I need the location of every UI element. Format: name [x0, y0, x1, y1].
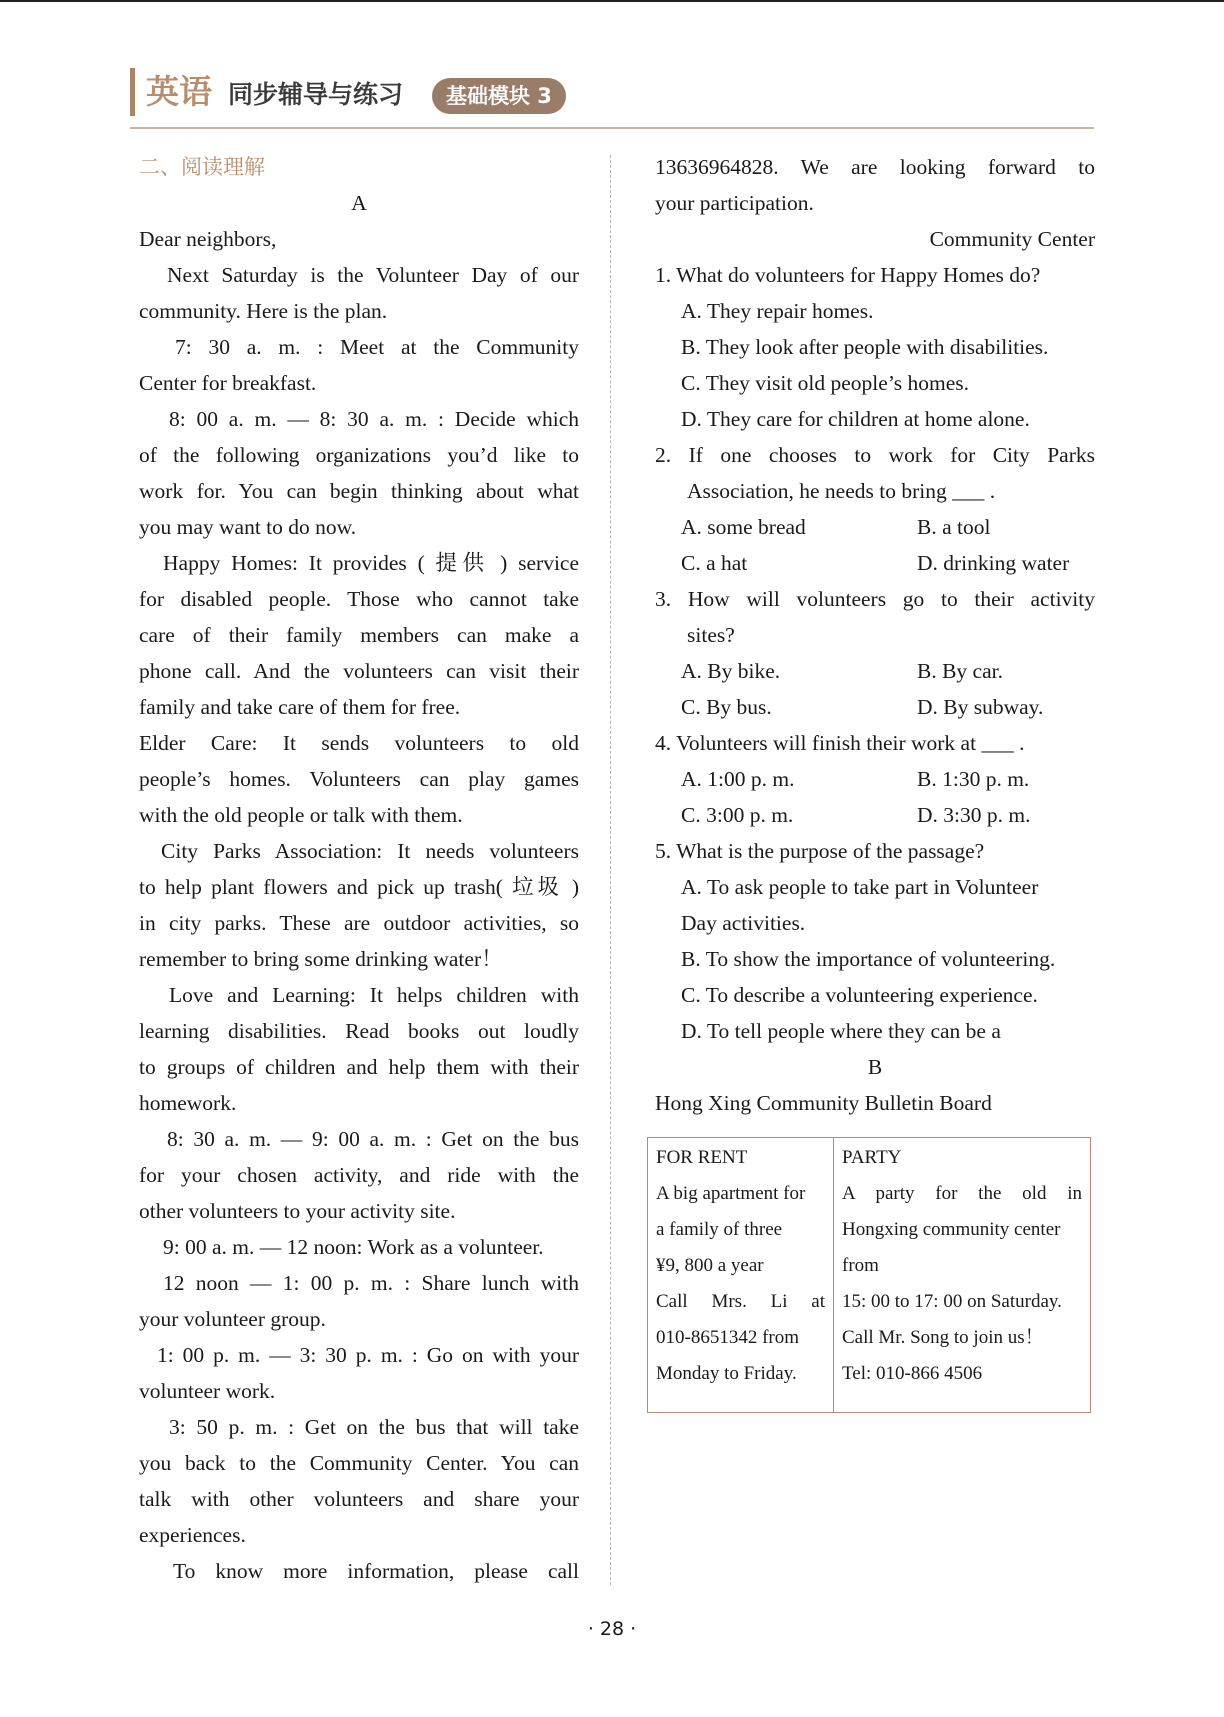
- question-option: D. To tell people where they can be a: [681, 1019, 1001, 1043]
- question-option: B. a tool: [917, 515, 991, 539]
- option-row: [655, 545, 1095, 581]
- passage-line: 7: 30 a. m. : Meet at the Community: [175, 335, 579, 359]
- passage-line: work for. You can begin thinking about what: [139, 479, 579, 503]
- passage-line: 12 noon — 1: 00 p. m. : Share lunch with: [163, 1271, 579, 1295]
- passage-line: you may want to do now.: [139, 515, 357, 539]
- board-line: ¥9, 800 a year: [656, 1255, 764, 1276]
- option-row: [655, 509, 1095, 545]
- passage-line: people’s homes. Volunteers can play games: [139, 767, 579, 791]
- header-subject: 英语: [146, 72, 212, 111]
- board-line: A party for the old in: [842, 1183, 1082, 1204]
- passage-line: talk with other volunteers and share your: [139, 1487, 579, 1511]
- passage-line: for your chosen activity, and ride with the: [139, 1163, 579, 1187]
- passage-line: you back to the Community Center. You can: [139, 1451, 579, 1475]
- left-column: [139, 149, 579, 1589]
- passage-b-label: B: [867, 1055, 883, 1079]
- passage-line: Happy Homes: It provides ( 提供 ) service: [163, 551, 579, 575]
- question-option: A. To ask people to take part in Volunteer: [681, 875, 1039, 899]
- passage-line: To know more information, please call: [173, 1559, 579, 1583]
- passage-line: volunteer work.: [139, 1379, 276, 1403]
- question-option: A. some bread: [681, 515, 806, 539]
- option-row: [655, 797, 1095, 833]
- question-option: B. 1:30 p. m.: [917, 767, 1030, 791]
- question-option: C. They visit old people’s homes.: [681, 371, 970, 395]
- passage-line: 1: 00 p. m. — 3: 30 p. m. : Go on with your: [157, 1343, 579, 1367]
- question-stem: Association, he needs to bring ___ .: [687, 479, 996, 503]
- passage-line: in city parks. These are outdoor activities, so: [139, 911, 579, 935]
- passage-line: remember to bring some drinking water！: [139, 947, 503, 971]
- passage-line: experiences.: [139, 1523, 246, 1547]
- passage-line: City Parks Association: It needs volunteers: [161, 839, 579, 863]
- question-option: A. They repair homes.: [681, 299, 874, 323]
- board-line: 010-8651342 from: [656, 1327, 800, 1348]
- passage-line: learning disabilities. Read books out loudly: [139, 1019, 579, 1043]
- question-option: A. By bike.: [681, 659, 781, 683]
- passage-line: other volunteers to your activity site.: [139, 1199, 456, 1223]
- passage-line: 8: 00 a. m. — 8: 30 a. m. : Decide which: [169, 407, 579, 431]
- question-option: B. To show the importance of volunteering.: [681, 947, 1056, 971]
- passage-line: your participation.: [655, 191, 814, 215]
- passage-line: 9: 00 a. m. — 12 noon: Work as a volunteer.: [163, 1235, 544, 1259]
- passage-line: 13636964828. We are looking forward to: [655, 155, 1095, 179]
- board-heading: FOR RENT: [656, 1147, 748, 1168]
- passage-line: to groups of children and help them with their: [139, 1055, 579, 1079]
- header-rule: [130, 127, 1094, 129]
- question-option: C. By bus.: [681, 695, 772, 719]
- page-number: · 28 ·: [587, 1618, 637, 1640]
- passage-line: phone call. And the volunteers can visit their: [139, 659, 579, 683]
- question-option: D. By subway.: [917, 695, 1044, 719]
- passage-line: homework.: [139, 1091, 237, 1115]
- board-line: Call Mrs. Li at: [656, 1291, 825, 1312]
- board-line: Monday to Friday.: [656, 1363, 797, 1384]
- question-stem: 5. What is the purpose of the passage?: [655, 839, 985, 863]
- question-option: C. To describe a volunteering experience.: [681, 983, 1038, 1007]
- passage-line: to help plant flowers and pick up trash( 垃圾 ): [139, 875, 579, 899]
- question-option: B. They look after people with disabilities.: [681, 335, 1049, 359]
- section-title: 二、阅读理解: [139, 155, 265, 179]
- question-option: B. By car.: [917, 659, 1003, 683]
- question-option: D. They care for children at home alone.: [681, 407, 1030, 431]
- right-column: [655, 149, 1095, 1121]
- board-line: Call Mr. Song to join us！: [842, 1327, 1044, 1348]
- top-border-line: [0, 0, 1224, 2]
- passage-line: 3: 50 p. m. : Get on the bus that will take: [169, 1415, 579, 1439]
- passage-line: with the old people or talk with them.: [139, 803, 463, 827]
- passage-line: Love and Learning: It helps children with: [169, 983, 579, 1007]
- passage-line: your volunteer group.: [139, 1307, 326, 1331]
- passage-line: Elder Care: It sends volunteers to old: [139, 731, 579, 755]
- question-stem: 2. If one chooses to work for City Parks: [655, 443, 1095, 467]
- option-row: [655, 653, 1095, 689]
- letter-signature: Community Center: [929, 227, 1095, 251]
- question-stem: 3. How will volunteers go to their activity: [655, 587, 1095, 611]
- board-cell-party: [834, 1138, 1090, 1412]
- board-cell-for-rent: [648, 1138, 834, 1412]
- question-option: D. 3:30 p. m.: [917, 803, 1031, 827]
- header-module-badge: 基础模块 3: [432, 78, 566, 114]
- passage-line: for disabled people. Those who cannot take: [139, 587, 579, 611]
- passage-line: Dear neighbors,: [139, 227, 277, 251]
- board-line: from: [842, 1255, 879, 1276]
- bulletin-board-table: [647, 1137, 1091, 1413]
- column-divider: [610, 155, 611, 1585]
- passage-line: family and take care of them for free.: [139, 695, 461, 719]
- passage-line: Center for breakfast.: [139, 371, 317, 395]
- board-heading: PARTY: [842, 1147, 902, 1168]
- question-option: A. 1:00 p. m.: [681, 767, 795, 791]
- board-line: a family of three: [656, 1219, 783, 1240]
- option-row: [655, 689, 1095, 725]
- passage-line: Next Saturday is the Volunteer Day of our: [167, 263, 579, 287]
- question-stem: 4. Volunteers will finish their work at ___ .: [655, 731, 1025, 755]
- option-row: [655, 761, 1095, 797]
- question-option: D. drinking water: [917, 551, 1070, 575]
- question-option: C. a hat: [681, 551, 748, 575]
- question-option: C. 3:00 p. m.: [681, 803, 794, 827]
- board-line: 15: 00 to 17: 00 on Saturday.: [842, 1291, 1062, 1312]
- question-stem: sites?: [687, 623, 735, 647]
- question-option: Day activities.: [681, 911, 806, 935]
- header-accent-bar: [130, 68, 135, 116]
- board-line: Tel: 010-866 4506: [842, 1363, 983, 1384]
- header-book-title: 同步辅导与练习: [228, 80, 404, 109]
- passage-line: 8: 30 a. m. — 9: 00 a. m. : Get on the bus: [167, 1127, 579, 1151]
- passage-line: care of their family members can make a: [139, 623, 579, 647]
- question-stem: 1. What do volunteers for Happy Homes do?: [655, 263, 1041, 287]
- board-line: Hongxing community center: [842, 1219, 1061, 1240]
- bulletin-board-title: Hong Xing Community Bulletin Board: [655, 1091, 992, 1115]
- passage-line: community. Here is the plan.: [139, 299, 388, 323]
- passage-a-label: A: [351, 191, 367, 215]
- passage-line: of the following organizations you’d like to: [139, 443, 579, 467]
- board-line: A big apartment for: [656, 1183, 806, 1204]
